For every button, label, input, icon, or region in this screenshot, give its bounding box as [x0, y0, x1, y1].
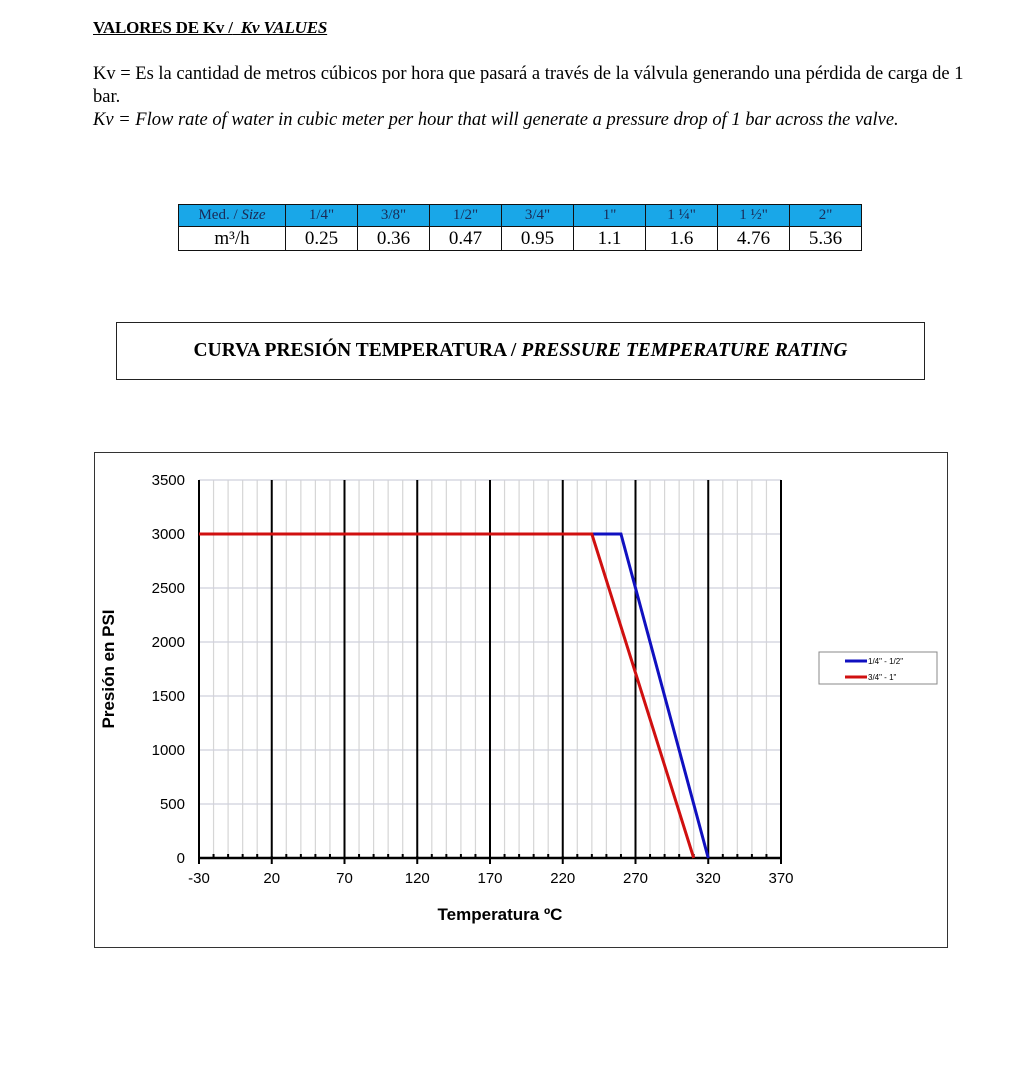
- kv-heading-en: Kv VALUES: [240, 18, 328, 37]
- x-tick-label: 70: [336, 870, 353, 887]
- kv-description-es: Kv = Es la cantidad de metros cúbicos por hora que pasará a través de la válvula generando una pérdida de carga de 1 bar.: [93, 64, 964, 107]
- pressure-temperature-chart: [95, 453, 947, 947]
- kv-heading: [93, 18, 327, 38]
- kv-value-cell: 0.47: [430, 227, 502, 251]
- x-tick-label: 120: [404, 870, 430, 887]
- chart-section-title: [116, 322, 925, 380]
- y-tick-label: 500: [159, 796, 185, 813]
- x-tick-label: -30: [188, 870, 210, 887]
- legend-label: 3/4" - 1": [868, 673, 897, 682]
- kv-size-cell: 3/8": [358, 205, 430, 227]
- y-tick-label: 0: [176, 850, 185, 867]
- y-axis-title: Presión en PSI: [99, 609, 118, 729]
- x-tick-label: 320: [695, 870, 721, 887]
- kv-value-cell: 5.36: [790, 227, 862, 251]
- kv-value-cell: 1.1: [574, 227, 646, 251]
- kv-size-cell: 2": [790, 205, 862, 227]
- kv-value-cell: 0.95: [502, 227, 574, 251]
- kv-description: [93, 63, 973, 132]
- y-tick-label: 1000: [151, 742, 185, 759]
- x-tick-label: 270: [622, 870, 649, 887]
- x-tick-label: 170: [477, 870, 503, 887]
- x-tick-label: 370: [768, 870, 794, 887]
- kv-value-cell: 1.6: [646, 227, 718, 251]
- kv-table-header-row: [179, 205, 862, 227]
- kv-value-cell: 0.36: [358, 227, 430, 251]
- header-label-es: Med. /: [198, 207, 238, 223]
- y-tick-label: 2500: [151, 580, 185, 597]
- y-tick-label: 2000: [151, 634, 185, 651]
- kv-table-value-row: [179, 227, 862, 251]
- kv-heading-es: VALORES DE Kv /: [93, 18, 233, 37]
- kv-value-cell: 0.25: [286, 227, 358, 251]
- chart-title-es: CURVA PRESIÓN TEMPERATURA /: [193, 340, 517, 361]
- kv-size-cell: 1/4": [286, 205, 358, 227]
- chart-frame: [94, 452, 948, 948]
- x-axis-title: Temperatura ºC: [437, 905, 563, 924]
- x-tick-label: 220: [550, 870, 576, 887]
- chart-title-en: PRESSURE TEMPERATURE RATING: [521, 340, 848, 361]
- chart-legend: [819, 652, 937, 684]
- y-tick-label: 1500: [151, 688, 185, 705]
- y-tick-label: 3000: [151, 526, 185, 543]
- kv-size-cell: 1": [574, 205, 646, 227]
- header-label-en: Size: [241, 207, 266, 223]
- kv-size-cell: 3/4": [502, 205, 574, 227]
- legend-label: 1/4" - 1/2": [868, 657, 904, 666]
- kv-row-label: m³/h: [179, 227, 286, 251]
- kv-table: [178, 204, 862, 251]
- kv-size-cell: 1/2": [430, 205, 502, 227]
- kv-size-cell: 1 ¼": [646, 205, 718, 227]
- y-tick-label: 3500: [151, 472, 185, 489]
- kv-table-header-label: [179, 205, 286, 227]
- kv-value-cell: 4.76: [718, 227, 790, 251]
- x-tick-label: 20: [263, 870, 281, 887]
- kv-description-en: Kv = Flow rate of water in cubic meter per hour that will generate a pressure drop of 1 bar across the valve.: [93, 110, 899, 130]
- kv-size-cell: 1 ½": [718, 205, 790, 227]
